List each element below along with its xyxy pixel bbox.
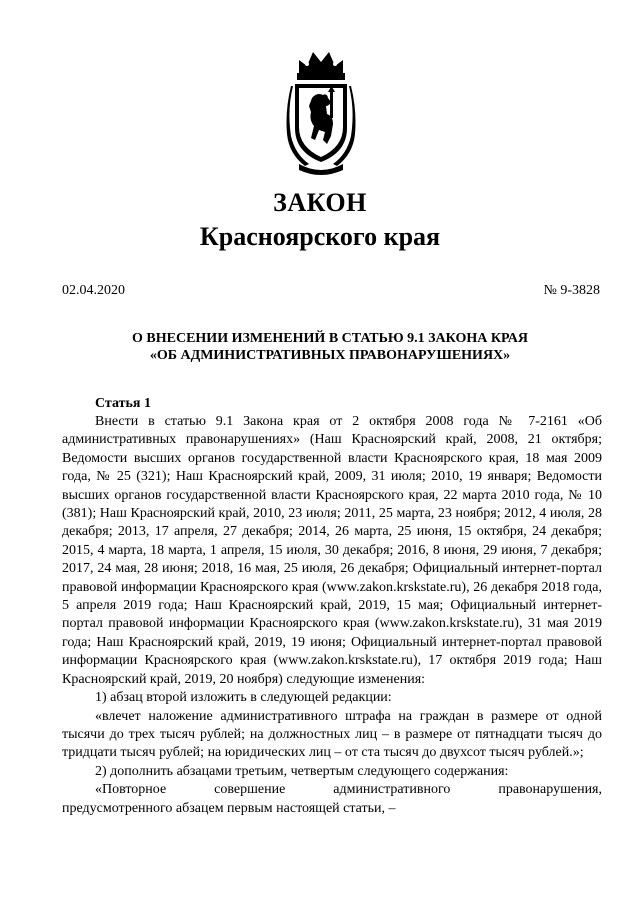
paragraph: «влечет наложение административного штрафа на граждан в размере от одной тысячи до трех тысяч рублей; на должностных лиц – в размере от пятнадцати тысяч до тридцати тысяч рублей; на юридических лиц – от ста тысяч до двухсот тысяч рублей.»; (62, 708, 602, 761)
paragraph: предусмотренного абзацем первым настоящей статьи, – (62, 800, 396, 816)
paragraph: 2) дополнить абзацами третьим, четвертым следующего содержания: (95, 763, 509, 779)
document-number: № 9-3828 (543, 283, 600, 298)
law-heading-line-1: О ВНЕСЕНИИ ИЗМЕНЕНИЙ В СТАТЬЮ 9.1 ЗАКОНА КРАЯ (132, 331, 528, 346)
law-heading-line-2: «ОБ АДМИНИСТРАТИВНЫХ ПРАВОНАРУШЕНИЯХ» (149, 348, 511, 363)
document-subtitle: Красноярского края (199, 222, 441, 251)
law-heading (60, 330, 600, 364)
paragraph: 1) абзац второй изложить в следующей редакции: (95, 690, 392, 706)
paragraph: Внести в статью 9.1 Закона края от 2 октября 2008 года № 7-2161 «Об административных правонарушениях» (Наш Красноярский край, 2008, 21 октября; Ведомости высших органов государственной власти Красноярского края, 18 мая 2009 года, № 25 (321); Наш Красноярский край, 2009, 31 июля; 2010, 19 января; Ведомости высших органов государственной власти Красноярского края, 22 марта 2010 года, № 10 (381); Наш Красноярский край, 2010, 23 июля; 2011, 25 марта, 23 ноября; 2012, 4 июля, 28 декабря; 2013, 17 апреля, 27 декабря; 2014, 26 марта, 25 июня, 15 октября, 24 декабря; 2015, 4 марта, 18 марта, 1 апреля, 15 июля, 30 декабря; 2016, 8 июня, 29 июня, 7 декабря; 2017, 24 мая, 28 июня; 2018, 16 мая, 25 июля, 26 декабря; Официальный интернет-портал правовой информации Красноярского края (www.zakon.krskstate.ru), 26 декабря 2018 года, 5 апреля 2019 года; Наш Красноярский край, 2019, 15 мая; Официальный интернет-портал правовой информации Красноярского края (www.zakon.krskstate.ru), 31 мая 2019 года; Наш Красноярский край, 2019, 19 июня; Официальный интернет-портал правовой информации Красноярского края (www.zakon.krskstate.ru), 17 октября 2019 года; Наш Красноярский край, 2019, 20 ноября) следующие изменения: (62, 414, 602, 687)
paragraph: «Повторное совершение административного правонарушения, (95, 782, 602, 798)
article-body (62, 413, 602, 818)
coat-of-arms-icon (285, 40, 357, 180)
article-title: Статья 1 (95, 396, 151, 411)
document-title: ЗАКОН (273, 188, 367, 217)
document-date: 02.04.2020 (62, 283, 125, 298)
